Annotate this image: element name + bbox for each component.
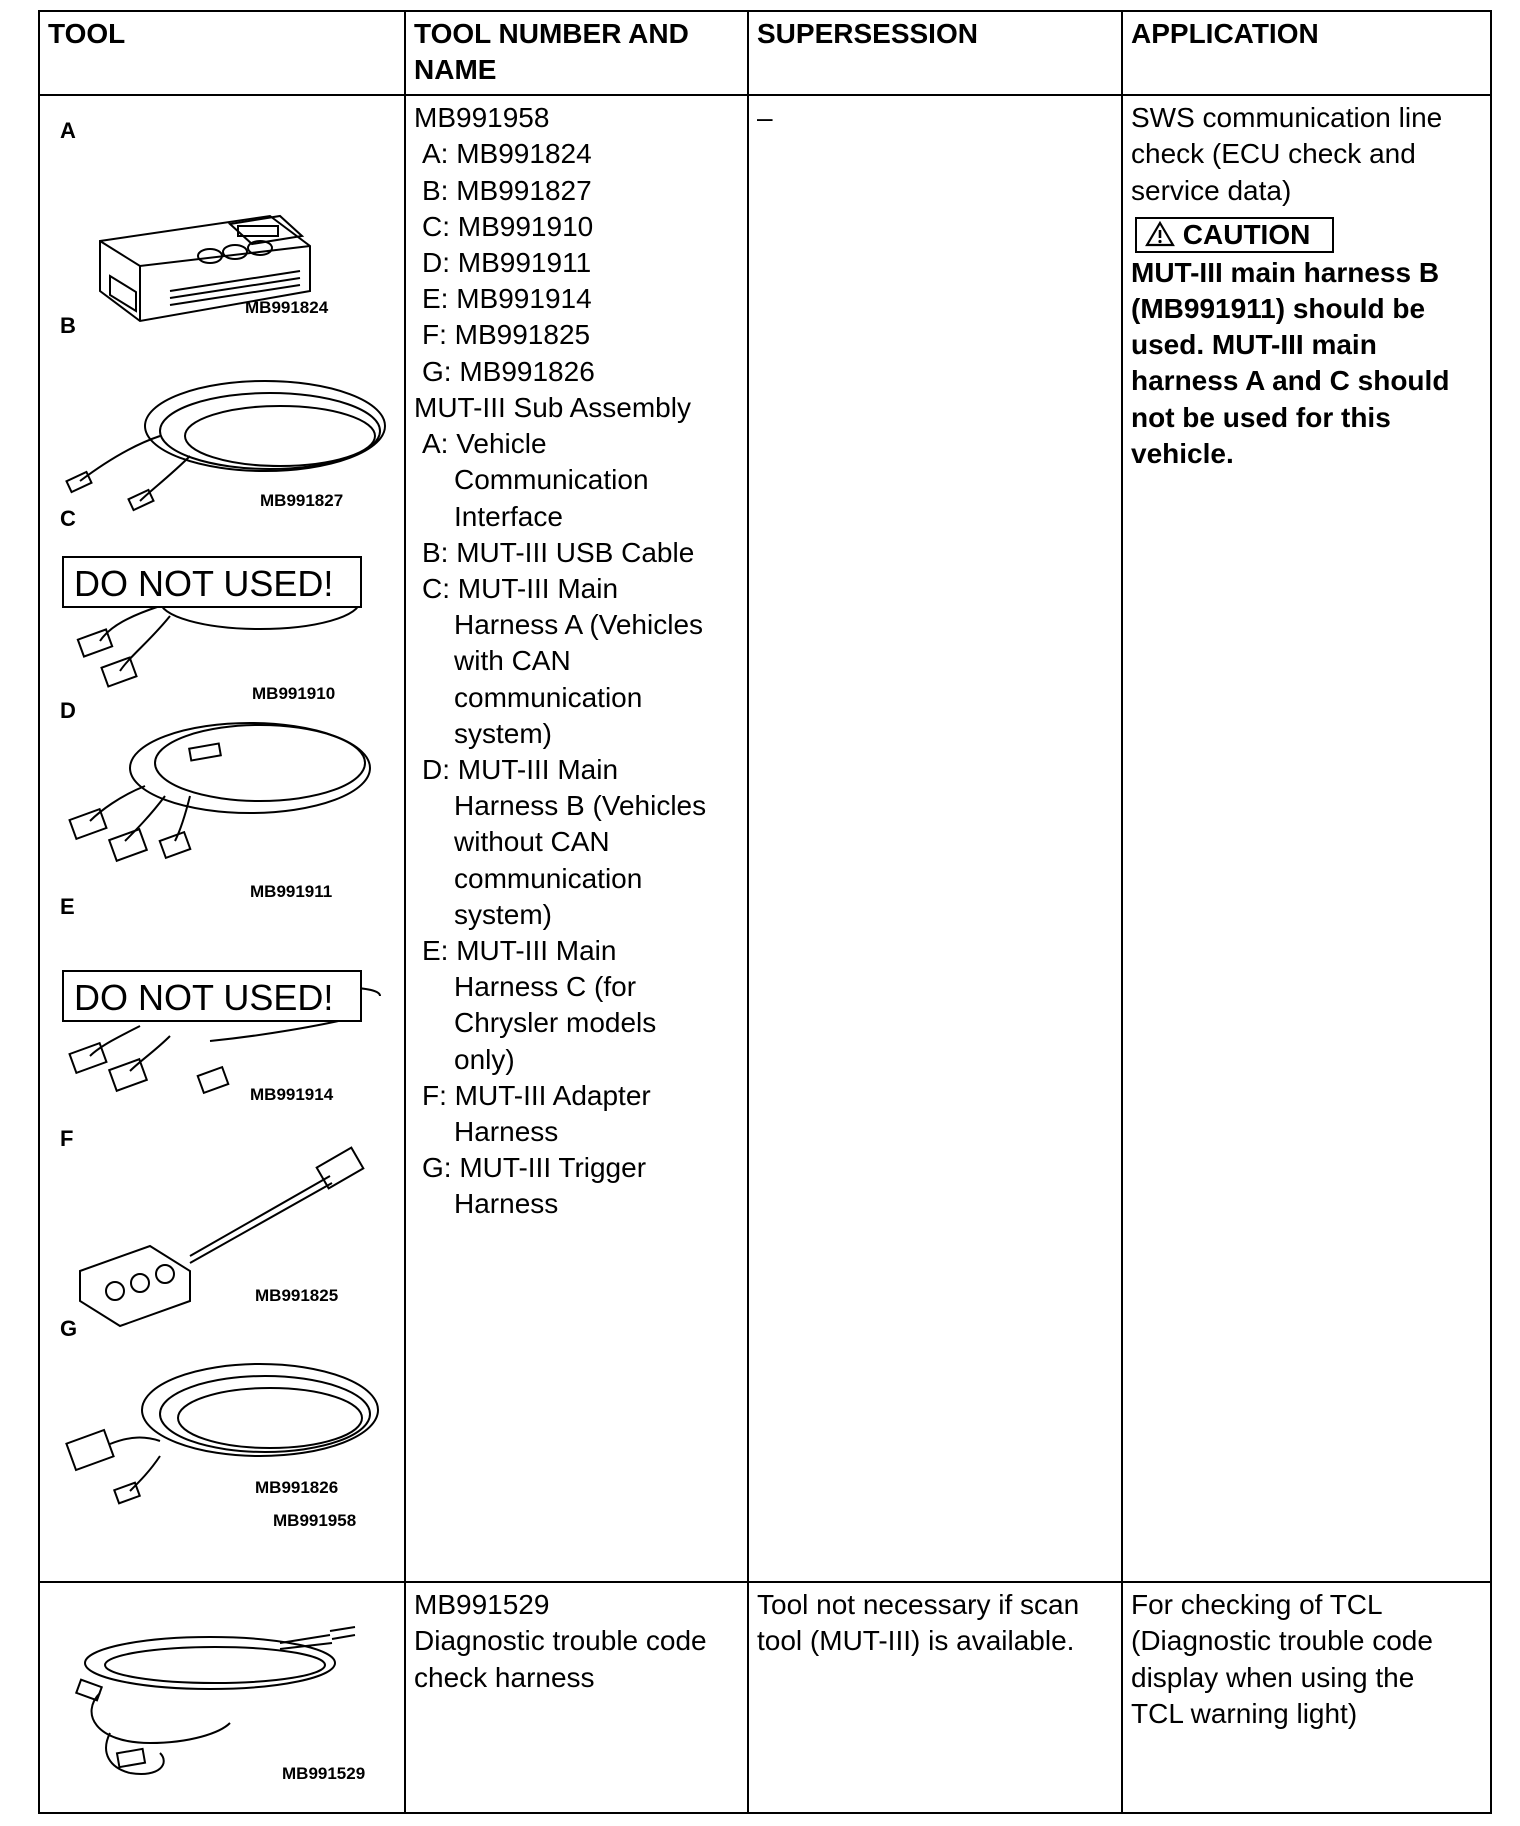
figure-label-f: F bbox=[60, 1126, 74, 1152]
component-line: B: MB991827 bbox=[422, 174, 592, 206]
figure-part-number-g: MB991826 bbox=[255, 1478, 339, 1498]
figure-label-g: G bbox=[60, 1316, 78, 1342]
sub-assembly-line: Harness B (Vehicles bbox=[454, 790, 707, 822]
header-supersession: SUPERSESSION bbox=[748, 11, 1122, 95]
table-row bbox=[39, 1582, 1491, 1813]
tool-set-number: MB991958 bbox=[414, 102, 550, 134]
figure-label-a: A bbox=[60, 118, 76, 144]
application-line: SWS communication line bbox=[1131, 102, 1443, 134]
application-line: service data) bbox=[1131, 174, 1292, 206]
figure-part-number-b: MB991827 bbox=[260, 491, 344, 511]
sub-assembly-line: C: MUT-III Main bbox=[422, 572, 619, 604]
main-harness-b-icon bbox=[70, 723, 370, 861]
sub-assembly-line: communication bbox=[454, 862, 643, 894]
figure-label-d: D bbox=[60, 698, 76, 724]
sub-assembly-line: with CAN bbox=[454, 645, 571, 677]
caution-line: MUT-III main harness B bbox=[1131, 256, 1440, 288]
do-not-used-label-c: DO NOT USED! bbox=[62, 556, 362, 608]
mut3-tools-illustration bbox=[40, 96, 406, 1578]
figure-part-number-f: MB991825 bbox=[255, 1286, 339, 1306]
sub-assembly-line: A: Vehicle bbox=[422, 428, 547, 460]
table-row bbox=[39, 95, 1491, 1582]
figure-part-number-d: MB991911 bbox=[250, 882, 333, 902]
supersession-cell bbox=[748, 95, 1122, 1582]
sub-assembly-line: F: MUT-III Adapter bbox=[422, 1079, 651, 1111]
sub-assembly-title: MUT-III Sub Assembly bbox=[414, 391, 691, 423]
component-line: A: MB991824 bbox=[422, 138, 592, 170]
tool-name-line: Diagnostic trouble code bbox=[414, 1625, 707, 1657]
header-tool-number-and-name: TOOL NUMBER AND NAME bbox=[405, 11, 748, 95]
figure-part-number-e: MB991914 bbox=[250, 1085, 334, 1105]
component-line: F: MB991825 bbox=[422, 319, 591, 351]
warning-triangle-icon bbox=[1145, 221, 1175, 247]
figure-set-number: MB991958 bbox=[273, 1511, 357, 1531]
caution-line: (MB991911) should be bbox=[1131, 293, 1426, 325]
figure-part-number-a: MB991824 bbox=[245, 298, 329, 318]
component-line: C: MB991910 bbox=[422, 210, 594, 242]
application-line: display when using the bbox=[1131, 1661, 1415, 1693]
application-line: (Diagnostic trouble code bbox=[1131, 1625, 1433, 1657]
sub-assembly-line: D: MUT-III Main bbox=[422, 753, 619, 785]
component-line: D: MB991911 bbox=[422, 247, 592, 279]
sub-assembly-line: Harness bbox=[454, 1188, 559, 1220]
sub-assembly-line: E: MUT-III Main bbox=[422, 934, 617, 966]
figure-part-number: MB991529 bbox=[282, 1764, 366, 1784]
caution-box bbox=[1135, 217, 1334, 253]
check-harness-icon bbox=[76, 1627, 355, 1774]
caution-label: CAUTION bbox=[1182, 218, 1311, 250]
figure-label-e: E bbox=[60, 894, 75, 920]
caution-line: harness A and C should bbox=[1131, 365, 1450, 397]
tool-number-and-name-cell bbox=[405, 1582, 748, 1813]
tool-number-and-name-cell bbox=[405, 95, 748, 1582]
application-line: check (ECU check and bbox=[1131, 138, 1416, 170]
caution-line: vehicle. bbox=[1131, 437, 1234, 469]
caution-line: used. MUT-III main bbox=[1131, 329, 1377, 361]
supersession-value: – bbox=[757, 102, 773, 134]
application-cell bbox=[1122, 95, 1491, 1582]
check-harness-illustration bbox=[40, 1583, 406, 1813]
tool-name-line: check harness bbox=[414, 1661, 595, 1693]
figure-part-number-c: MB991910 bbox=[252, 684, 336, 704]
supersession-cell bbox=[748, 1582, 1122, 1813]
sub-assembly-line: system) bbox=[454, 717, 552, 749]
sub-assembly-line: Chrysler models bbox=[454, 1007, 657, 1039]
do-not-used-label-e: DO NOT USED! bbox=[62, 970, 362, 1022]
sub-assembly-line: B: MUT-III USB Cable bbox=[422, 536, 695, 568]
supersession-line: Tool not necessary if scan bbox=[757, 1589, 1080, 1621]
caution-line: not be used for this bbox=[1131, 401, 1391, 433]
figure-label-b: B bbox=[60, 313, 76, 339]
sub-assembly-line: Interface bbox=[454, 500, 563, 532]
application-cell bbox=[1122, 1582, 1491, 1813]
sub-assembly-line: system) bbox=[454, 898, 552, 930]
component-line: E: MB991914 bbox=[422, 283, 592, 315]
figure-label-c: C bbox=[60, 506, 76, 532]
sub-assembly-line: Harness C (for bbox=[454, 971, 637, 1003]
sub-assembly-line: without CAN bbox=[454, 826, 610, 858]
header-tool: TOOL bbox=[39, 11, 405, 95]
supersession-line: tool (MUT-III) is available. bbox=[757, 1625, 1075, 1657]
special-tools-table bbox=[38, 10, 1492, 1814]
header-row bbox=[39, 11, 1491, 95]
application-line: For checking of TCL bbox=[1131, 1589, 1383, 1621]
tool-number: MB991529 bbox=[414, 1589, 550, 1621]
sub-assembly-line: only) bbox=[454, 1043, 515, 1075]
header-application: APPLICATION bbox=[1122, 11, 1491, 95]
tool-illustration-cell bbox=[39, 95, 405, 1582]
tool-illustration-cell bbox=[39, 1582, 405, 1813]
sub-assembly-line: communication bbox=[454, 681, 643, 713]
component-line: G: MB991826 bbox=[422, 355, 595, 387]
sub-assembly-line: Harness A (Vehicles bbox=[454, 609, 704, 641]
sub-assembly-line: Harness bbox=[454, 1115, 559, 1147]
sub-assembly-line: Communication bbox=[454, 464, 649, 496]
sub-assembly-line: G: MUT-III Trigger bbox=[422, 1152, 647, 1184]
application-line: TCL warning light) bbox=[1131, 1697, 1358, 1729]
